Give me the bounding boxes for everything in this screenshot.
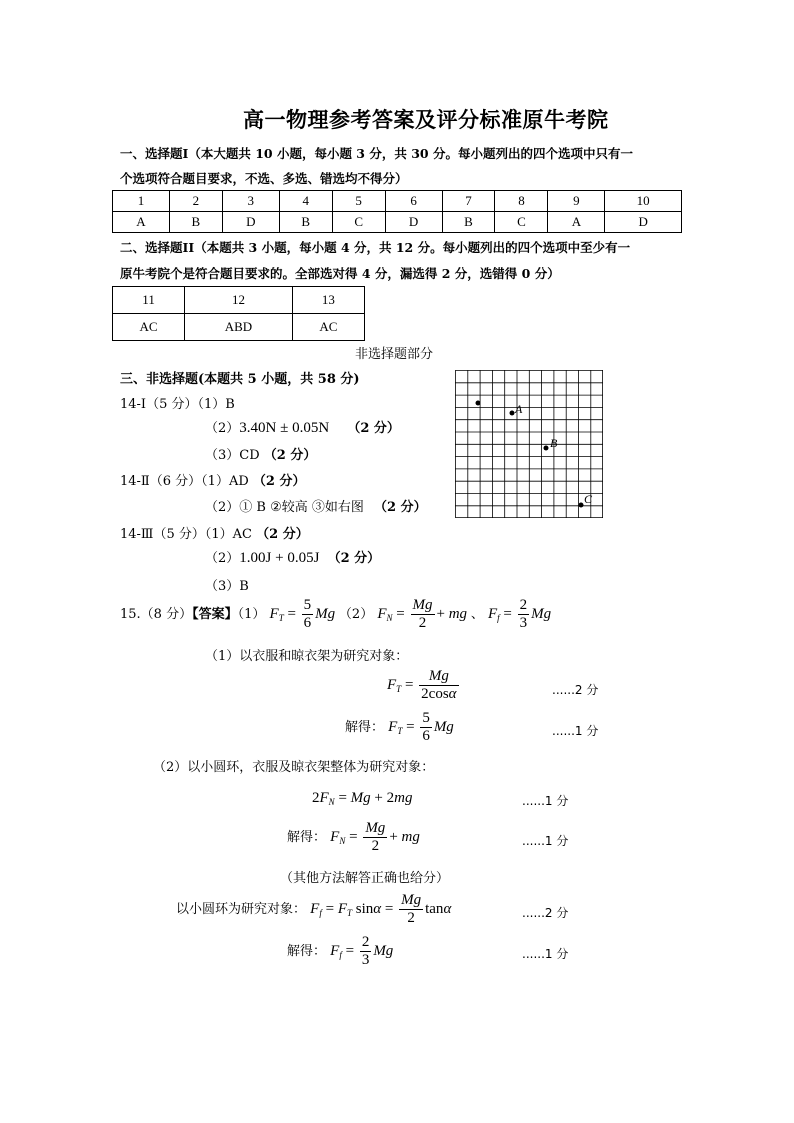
q15-part1-intro: （1）以衣服和晾衣架为研究对象： <box>205 649 409 664</box>
table-cell: 11 <box>113 287 185 314</box>
q14-2-line2-text: （2）① B ②较高 ③如右图 <box>205 500 364 515</box>
q15-eq-ft-cos: $F_T$ = $\frac{Mg}{2\cos\alpha}$ <box>387 668 457 702</box>
table-cell: 4 <box>279 191 332 212</box>
section2-heading-line2: 原牛考院个是符合题目要求的。全部选对得 4 分，漏选得 2 分，选错得 0 分） <box>120 266 560 281</box>
section1-number-row <box>113 191 682 212</box>
section2-answer-table <box>112 286 365 341</box>
q15-solve-label: 解得： <box>287 829 327 845</box>
q15-score-ft-cos: ......2 分 <box>552 683 599 697</box>
section1-heading-line1: 一、选择题I（本大题共 10 小题，每小题 3 分，共 30 分。每小题列出的四个选项中只有一 <box>120 146 633 161</box>
table-cell: 13 <box>292 287 364 314</box>
graph-label-b: B <box>550 436 558 450</box>
table-cell: 5 <box>332 191 385 212</box>
table-cell: 6 <box>385 191 442 212</box>
q15-score-2fn: ......1 分 <box>522 794 569 808</box>
table-cell: D <box>385 212 442 233</box>
q15-ring-line <box>176 892 451 927</box>
graph-label-a: A <box>515 402 523 416</box>
q15-solve-ft <box>345 710 454 745</box>
table-cell: AC <box>292 314 364 341</box>
table-cell: C <box>495 212 548 233</box>
q14-2-line2-score: （2 分） <box>374 500 427 515</box>
q15-solve-label: 解得： <box>345 719 385 735</box>
grid-graph <box>455 370 603 518</box>
q14-2-line2 <box>205 496 427 515</box>
table-cell: 12 <box>185 287 293 314</box>
q15-score-ff-sin: ......2 分 <box>522 906 569 920</box>
q15-eq-2fn: $2F_N = Mg + 2mg$ <box>312 790 413 807</box>
table-cell: B <box>442 212 495 233</box>
section3-heading: 三、非选择题(本题共 5 小题，共 58 分) <box>120 372 360 387</box>
table-cell: A <box>113 212 170 233</box>
q15-solve-ff <box>287 934 393 969</box>
q14-1-line2-score: （2 分） <box>347 421 400 436</box>
q14-3-line1-text: 14-Ⅲ（5 分）（1）AC <box>120 527 252 542</box>
q15-part2-intro: （2）以小圆环，衣服及晾衣架整体为研究对象： <box>153 760 435 775</box>
section1-answer-row <box>113 212 682 233</box>
graph-label-c: C <box>584 492 593 506</box>
q15-ff-formula: $F_f$ = $\frac{2}{3}$ Mg <box>487 597 552 631</box>
q14-1-line2 <box>205 417 400 437</box>
graph-point-b <box>544 446 549 451</box>
q14-1-line3-text: （3）CD <box>205 448 260 463</box>
q15-separator: 、 <box>470 606 484 622</box>
q14-2-line1-score: （2 分） <box>252 474 306 489</box>
q14-3-line2 <box>205 547 380 567</box>
table-cell: 2 <box>169 191 222 212</box>
q15-part1-label: （1） <box>237 606 266 622</box>
q15-answer-line <box>120 597 551 632</box>
table-cell: C <box>332 212 385 233</box>
table-cell: 8 <box>495 191 548 212</box>
q14-3-energy-answer: 1.00J + 0.05J <box>239 550 320 566</box>
q14-1-line3 <box>205 444 316 463</box>
q15-ring-intro: 以小圆环为研究对象： <box>176 901 307 917</box>
table-cell: A <box>548 212 605 233</box>
q14-1-force-answer: 3.40N ± 0.05N <box>239 420 330 436</box>
section2-heading-line1: 二、选择题II（本题共 3 小题，每小题 4 分，共 12 分。每小题列出的四个选项中至少有一 <box>120 240 631 255</box>
q15-fn-formula: $F_N$ = $\frac{Mg}{2}$ + mg <box>377 597 468 631</box>
table-cell: AC <box>113 314 185 341</box>
q14-2-line1-text: 14-Ⅱ（6 分）（1）AD <box>120 474 249 489</box>
q15-solve-label: 解得： <box>287 943 327 959</box>
graph-point-c <box>579 503 584 508</box>
q14-1-line3-score: （2 分） <box>263 448 317 463</box>
q14-3-line1 <box>120 523 309 542</box>
q15-eq-ft-result: $F_T$ = $\frac{5}{6}$ Mg <box>388 710 454 744</box>
q14-3-line2-score: （2 分） <box>327 551 381 566</box>
table-cell: ABD <box>185 314 293 341</box>
nonchoice-label: 非选择题部分 <box>355 347 434 362</box>
table-cell: 7 <box>442 191 495 212</box>
q14-1-line2-prefix: （2） <box>205 421 240 436</box>
q15-head: 15.（8 分） <box>120 606 193 622</box>
page-title: 高一物理参考答案及评分标准原牛考院 <box>243 107 609 132</box>
graph-point-start <box>476 401 481 406</box>
q14-2-line1 <box>120 470 305 489</box>
q15-part2-label: （2） <box>338 606 374 622</box>
q15-answer-tag: 【答案】 <box>192 606 238 622</box>
q15-eq-fn-result: $F_N$ = $\frac{Mg}{2}$ + mg <box>330 820 420 854</box>
q15-alt-note: （其他方法解答正确也给分） <box>280 871 450 886</box>
section2-number-row <box>113 287 365 314</box>
table-cell: 3 <box>222 191 279 212</box>
section1-heading-line2: 个选项符合题目要求，不选、多选、错选均不得分） <box>120 171 408 186</box>
q14-3-line3: （3）B <box>205 579 249 594</box>
grid-lines <box>455 370 603 518</box>
table-cell: 9 <box>548 191 605 212</box>
q15-eq-ff-result: $F_f$ = $\frac{2}{3}$ Mg <box>330 934 394 968</box>
q14-3-line1-score: （2 分） <box>256 527 309 542</box>
table-cell: B <box>169 212 222 233</box>
q15-score-ff-result: ......1 分 <box>522 947 569 961</box>
table-cell: 10 <box>605 191 682 212</box>
table-cell: 1 <box>113 191 170 212</box>
q15-score-ft-result: ......1 分 <box>552 724 599 738</box>
q14-1-line1: 14-Ⅰ（5 分）（1）B <box>120 397 235 412</box>
q15-score-fn-result: ......1 分 <box>522 834 569 848</box>
table-cell: D <box>222 212 279 233</box>
q14-3-line2-prefix: （2） <box>205 551 240 566</box>
table-cell: D <box>605 212 682 233</box>
q15-eq-ff-sin: $F_f = F_T$ sinα = $\frac{Mg}{2}$ tanα <box>310 892 452 926</box>
section2-answer-row <box>113 314 365 341</box>
table-cell: B <box>279 212 332 233</box>
q15-solve-fn <box>287 820 420 855</box>
q15-ft-formula: $F_T$ = $\frac{5}{6}$ Mg <box>269 597 336 631</box>
section1-answer-table <box>112 190 682 233</box>
graph-point-a <box>510 411 515 416</box>
